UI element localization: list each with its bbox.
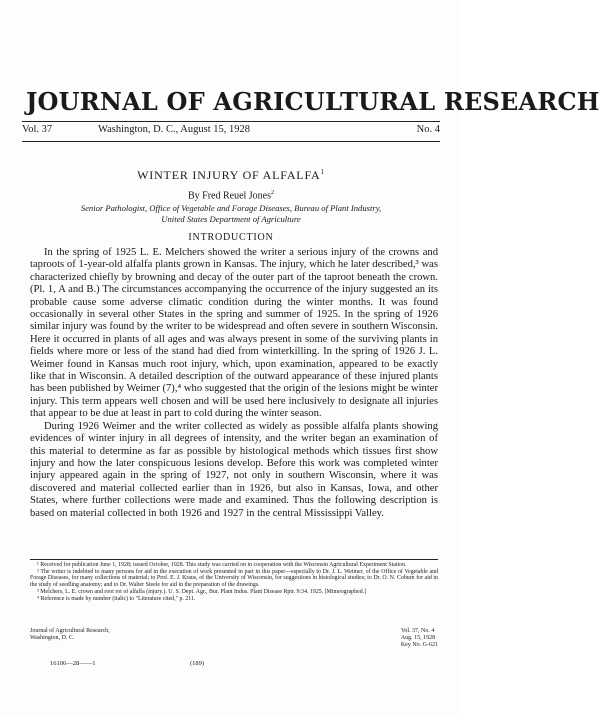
page-number: (189) (190, 660, 205, 667)
journal-masthead: JOURNAL OF AGRICULTURAL RESEARCH (26, 87, 600, 116)
body-paragraph: In the spring of 1925 L. E. Melchers showed the writer a serious injury of the crowns and taproots of 1-year-old alfalfa plants grown in Kansas. The injury, which he later described,³ was characterized chiefly by browning and decay of the outer part of the taproot beneath the crown. (Pl. 1, A and B.) The circumstances accompanying the occurrence of the injury suggested an its probable cause some adverse climatic condition during the winter months. It was found occasionally in several other States in the spring and summer of 1925. In the spring of 1926 similar injury was found by the writer to be widespread and often severe in southern Wisconsin. Here it occurred in plants of all ages and was always present in some of the surviving plants in fields where more or less of the stand had died from winterkilling. In the spring of 1926 J. L. Weimer found in Kansas much root injury, which, upon examination, appeared to be exactly like that in Wisconsin. A detailed description of the outward appearance of these injured plants has been published by Weimer (7),⁴ who suggested that the origin of the lesions might be winter injury. This term appears well chosen and will be used here inclusively to designate all injuries that appear to be due at least in part to cold during the winter season. (30, 247, 438, 420)
author-affiliation (22, 203, 440, 225)
volume-number: Vol. 37 (22, 124, 53, 135)
title-footnote-mark: 1 (320, 168, 325, 176)
article-body (30, 247, 438, 520)
footnote: ² The writer is indebted to many persons for aid in the execution of work presented in part in this paper—especially to Dr. J. L. Weimer, of the Office of Vegetable and Forage Diseases, for many collections of material; to Prof. E. J. Kraus, of the University of Wisconsin, for suggestions in histological studies; to Dr. O. N. Coburn for aid in the study of seedling anatomy; and to Dr. Walter Steele for aid in the preparation of the drawings. (30, 568, 438, 589)
citation-date: Aug. 15, 1928 (400, 635, 436, 641)
footnote: ³ Melchers, L. E. crown and root rot of alfalfa (injury.). U. S. Dept. Agr., Bur. Plant Indus. Plant Disease Rptr. 9:34. 1925. [Mimeographed.] (37, 588, 367, 595)
footnote-rule (30, 559, 438, 560)
section-heading: INTRODUCTION (188, 232, 274, 243)
citation-right (401, 628, 438, 649)
affiliation-line: United States Department of Agriculture (161, 214, 301, 224)
citation-volume: Vol. 37, No. 4 (400, 628, 435, 634)
citation-journal: Journal of Agricultural Research, (30, 628, 110, 634)
affiliation-line: Senior Pathologist, Office of Vegetable and Forage Diseases, Bureau of Plant Industry, (80, 203, 382, 213)
article-title (22, 168, 440, 183)
footnote: ⁴ Reference is made by number (italic) to "Literature cited," p. 211. (37, 595, 196, 602)
citation-city: Washington, D. C. (30, 635, 75, 641)
article-title-text: WINTER INJURY OF ALFALFA (137, 168, 321, 182)
issue-place-date: Washington, D. C., August 15, 1928 (98, 124, 250, 135)
print-code: 16106—28——1 (50, 660, 96, 667)
footnotes (30, 562, 438, 602)
footnote: ¹ Received for publication June 1, 1928; issued October, 1928. This study was carried on in cooperation with the Wisconsin Agricultural Experiment Station. (37, 562, 407, 568)
author-name: By Fred Reuel Jones (187, 190, 272, 202)
article-author (22, 190, 440, 201)
body-paragraph: During 1926 Weimer and the writer collected as widely as possible alfalfa plants showing evidences of winter injury in all degrees of intensity, and the writer began an examination of this material to determine as far as possible by histological methods which tissues first show injury and how the later conspicuous lesions develop. Before this work was completed winter injury appeared again in the spring of 1927, not only in southern Wisconsin, where it was discovered and material collected earlier than in 1926, but also in Kansas, Iowa, and other States, where further collections were made and examined. Thus the following description is based on material collected in both 1926 and 1927 in the central Mississippi Valley. (30, 420, 438, 519)
masthead-rule-bottom (22, 141, 440, 142)
citation-key: Key No. G-621 (400, 642, 438, 648)
citation-left (30, 628, 110, 642)
volume-line (22, 124, 440, 140)
issue-number: No. 4 (416, 124, 440, 135)
masthead-rule-top (22, 121, 440, 122)
author-footnote-mark: 2 (271, 190, 275, 196)
